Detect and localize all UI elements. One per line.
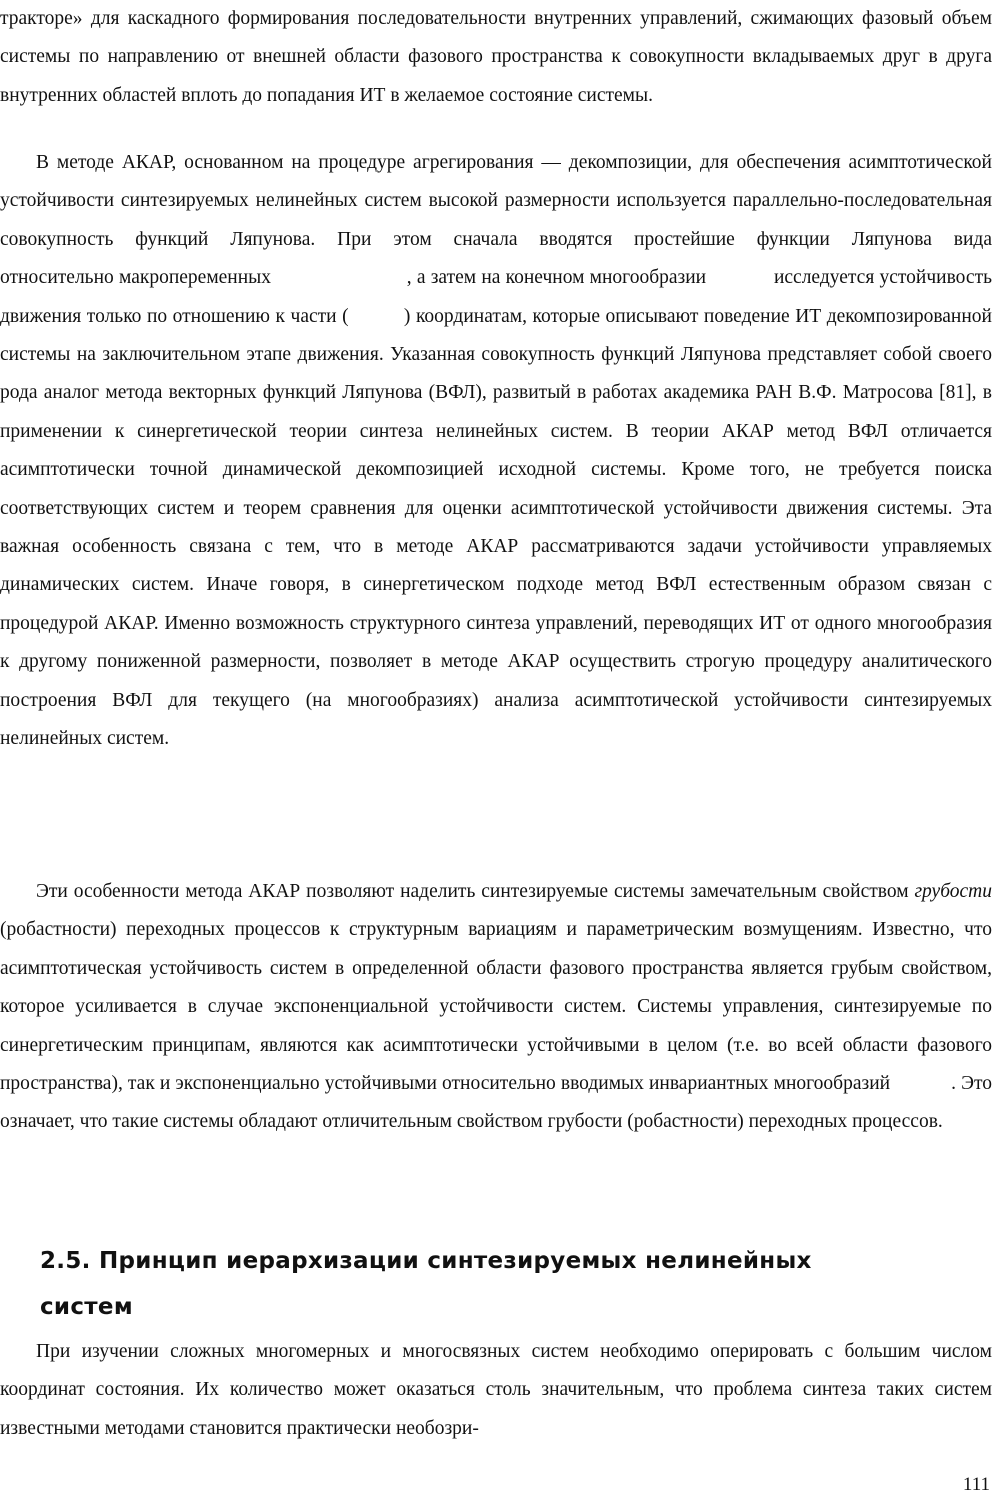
section-heading-line-2: систем <box>40 1294 133 1320</box>
paragraph-lyapunov-functions: В методе АКАР, основанном на процедуре агрегирования — декомпозиции, для обеспечения асимптотической устойчивости синтезируемых нелинейных систем высокой размерности используется параллельно-последовательная совокупность функций Ляпунова. При этом сначала вводятся простейшие функции Ляпунова вида относительно макропеременных , а затем на конечном многообразии исследуется устойчивость движения только по отношению к части ( ) координатам, которые описывают поведение ИТ декомпозированной системы на заключительном этапе движения. Указанная совокупность функций Ляпунова представляет собой своего рода аналог метода векторных функций Ляпунова (ВФЛ), развитый в работах академика РАН В.Ф. Матросова [81], в применении к синергетической теории синтеза нелинейных систем. В теории АКАР метод ВФЛ отличается асимптотически точной динамической декомпозицией исходной системы. Кроме того, не требуется поиска соответствующих систем и теорем сравнения для оценки асимптотической устойчивости движения системы. Эта важная особенность связана с тем, что в методе АКАР рассматриваются задачи устойчивости управляемых динамических систем. Иначе говоря, в синергетическом подходе метод ВФЛ естественным образом связан с процедурой АКАР. Именно возможность структурного синтеза управлений, переводящих ИТ от одного многообразия к другому пониженной размерности, позволяет в методе АКАР осуществить строгую процедуру аналитического построения ВФЛ для текущего (на многообразиях) анализа асимптотической устойчивости синтезируемых нелинейных систем. <box>0 152 992 750</box>
paragraph-section-intro: При изучении сложных многомерных и многосвязных систем необходимо оперировать с большим числом координат состояния. Их количество может оказаться столь значительным, что проблема синтеза таких систем известными методами становится практически необозри- <box>0 1341 992 1439</box>
paragraph-continuation: тракторе» для каскадного формирования последовательности внутренних управлений, сжимающих фазовый объем системы по направлению от внешней области фазового пространства к совокупности вкладываемых друг в друга внутренних областей вплоть до попадания ИТ в желаемое состояние системы. <box>0 8 992 106</box>
section-heading-line-1: 2.5. Принцип иерархизации синтезируемых нелинейных <box>40 1248 812 1274</box>
page-number: 111 <box>962 1474 990 1495</box>
paragraph-robustness-end: (робастности) переходных процессов к структурным вариациям и параметрическим возмущениям. Известно, что асимптотическая устойчивость систем в определенной области фазового пространства является грубым свойством, которое усиливается в случае экспоненциальной устойчивости систем. Системы управления, синтезируемые по синергетическим принципам, являются как асимптотически устойчивыми в целом (т.е. во всей области фазового пространства), так и экспоненциально устойчивыми относительно вводимых инвариантных многообразий . Это означает, что такие системы обладают отличительным свойством грубости (робастности) переходных процессов. <box>0 919 992 1133</box>
paragraph-robustness <box>0 873 992 1142</box>
paragraph-robustness-start: Эти особенности метода АКАР позволяют наделить синтезируемые системы замечательным свойством <box>36 881 915 902</box>
italic-term-roughness: грубости <box>914 881 992 902</box>
section-heading <box>40 1238 940 1330</box>
